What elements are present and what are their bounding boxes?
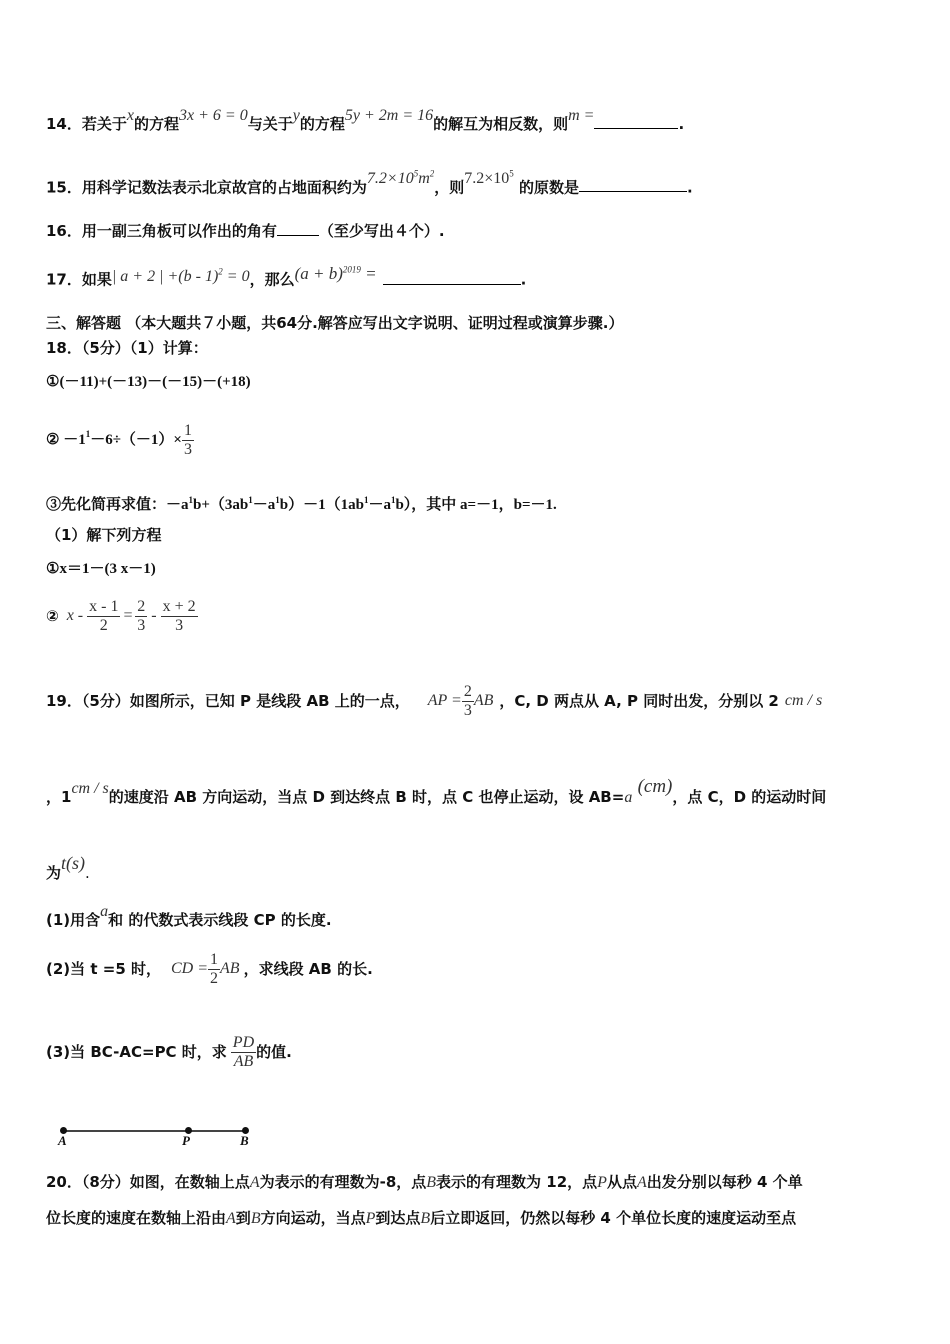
q18-item3-part: －a xyxy=(368,497,391,513)
frac-den: AB xyxy=(233,1052,254,1070)
frac-num: 1 xyxy=(183,421,192,439)
q18-eq2-fraction-3 xyxy=(161,598,198,635)
q15-unit-exp: 2 xyxy=(429,169,435,179)
q15-exp1: 5 xyxy=(413,169,419,179)
q18-item3-exp: 1 xyxy=(363,495,369,505)
frac-den: 3 xyxy=(183,440,192,458)
q20-var: P xyxy=(365,1210,376,1227)
q15-value-2 xyxy=(464,170,514,187)
q18-item3-exp: 1 xyxy=(248,495,253,505)
label-a: A xyxy=(58,1133,67,1148)
q19-ap: AP = xyxy=(427,692,462,709)
q19-unit: cm / s xyxy=(71,780,109,797)
segment-ab xyxy=(64,1130,246,1132)
q18-eq2-fraction-1 xyxy=(87,598,120,635)
q19-var-a: a xyxy=(624,789,633,806)
frac-num: 1 xyxy=(210,950,219,968)
q16-number: 16． xyxy=(46,222,82,240)
q19-fraction-pd-ab xyxy=(231,1034,256,1071)
frac-num: x - 1 xyxy=(89,597,119,615)
question-15 xyxy=(46,169,693,198)
q18-header: 18．（5分）（1）计算： xyxy=(46,339,208,357)
q15-unit: m xyxy=(418,170,430,188)
q18-item2-post: －6÷（－1）× xyxy=(90,432,182,448)
q16-answer-blank xyxy=(277,221,319,236)
q20-var: B xyxy=(420,1210,431,1227)
label-p: P xyxy=(182,1133,190,1148)
q18-item3-exp: 1 xyxy=(390,495,396,505)
q19-fraction-2-3 xyxy=(462,683,474,720)
frac-num: x + 2 xyxy=(162,597,196,615)
q19-text: ，求线段 AB 的长. xyxy=(243,960,373,978)
frac-den: 2 xyxy=(99,616,108,634)
q17-expr-exp: 2019 xyxy=(342,264,361,274)
q19-period: . xyxy=(85,864,90,882)
q17-eq: = xyxy=(360,263,377,283)
section-3-title: 三、解答题 （本大题共７小题，共64分.解答应写出文字说明、证明过程或演算步骤.） xyxy=(46,314,624,332)
q19-text: (3)当 BC-AC=PC 时，求 xyxy=(46,1043,227,1061)
q19-line-3 xyxy=(46,853,90,883)
q15-val1: 7.2×10 xyxy=(366,170,414,188)
q19-ab: AB xyxy=(220,960,240,977)
q20-text: 表示的有理数为 12，点 xyxy=(436,1173,598,1191)
question-14 xyxy=(46,107,685,135)
q14-equation-1: 3x + 6 = 0 xyxy=(179,107,248,124)
q17-number: 17． xyxy=(46,270,82,289)
q14-var-y: y xyxy=(292,107,300,124)
q19-time: t(s) xyxy=(61,853,86,873)
q14-text: 与关于 xyxy=(247,115,293,133)
q18-item3-part: b）－1（1ab xyxy=(279,497,364,513)
question-17 xyxy=(46,265,526,291)
q18-item-3 xyxy=(46,490,557,515)
q18-item-1: ①(－11)+(－13)－(－15)－(+18) xyxy=(46,374,251,390)
q14-period: . xyxy=(678,115,685,133)
q18-equation-2 xyxy=(46,592,198,640)
q15-number: 15． xyxy=(46,178,82,197)
q17-period: . xyxy=(520,270,527,289)
frac-den: 3 xyxy=(463,701,472,719)
q14-equation-2: 5y + 2m = 16 xyxy=(344,107,434,124)
q18-eq2-minus: - xyxy=(151,607,157,624)
q19-text: 和 的代数式表示线段 CP 的长度. xyxy=(108,911,332,929)
q18-eq2-fraction-2 xyxy=(135,598,147,635)
q17-expr: (a + b) xyxy=(294,263,343,283)
q17-answer-blank xyxy=(383,270,521,285)
q20-text: 出发分别以每秒 4 个单 xyxy=(646,1173,803,1191)
q15-text: ，则 xyxy=(434,178,465,197)
q19-part-3 xyxy=(46,1028,292,1076)
q18-item2-pre: ② －1 xyxy=(46,432,86,448)
q20-text: 20．（8分）如图，在数轴上点 xyxy=(46,1173,250,1191)
q17-cond: | a + 2 | +(b - 1) xyxy=(111,267,219,285)
q18-item3-part: －a xyxy=(252,497,276,513)
q18-sub-header: （1）解下列方程 xyxy=(46,526,162,544)
q18-item-2 xyxy=(46,414,194,466)
q17-text: ，那么 xyxy=(249,270,295,289)
question-16 xyxy=(46,221,445,241)
q20-var: B xyxy=(426,1174,437,1191)
q20-var: A xyxy=(249,1174,260,1191)
q20-text: 位长度的速度在数轴上沿由 xyxy=(46,1209,227,1227)
q14-text: 的方程 xyxy=(299,115,345,133)
q18-eq2-x: x - xyxy=(66,607,84,624)
q20-text: 后立即返回，仍然以每秒 4 个单位长度的速度运动至点 xyxy=(430,1209,797,1227)
q16-text: （至少写出４个）. xyxy=(318,222,445,240)
q18-item3-part: ③先化简再求值：－a xyxy=(46,497,189,513)
q19-cd: CD = xyxy=(171,960,209,977)
frac-num: 2 xyxy=(463,682,472,700)
frac-den: 2 xyxy=(210,969,219,987)
label-b: B xyxy=(240,1133,249,1148)
frac-den: 3 xyxy=(137,616,146,634)
q18-item2-exp: 1 xyxy=(85,429,91,439)
q17-condition xyxy=(112,268,250,285)
q19-text: 的值. xyxy=(256,1043,292,1061)
q19-part-1 xyxy=(46,903,332,931)
q17-text: 如果 xyxy=(81,270,112,289)
q19-text: 为 xyxy=(46,864,62,882)
q19-line-1 xyxy=(46,677,822,725)
q19-cm: (cm) xyxy=(637,776,673,797)
q14-ask: m = xyxy=(568,107,595,124)
q19-text: 的速度沿 AB 方向运动，当点 D 到达终点 B 时，点 C 也停止运动，设 AB= xyxy=(108,788,625,806)
q18-item3-exp: 1 xyxy=(275,495,280,505)
q19-part-2 xyxy=(46,945,373,993)
q15-text: 的原数是 xyxy=(519,178,580,197)
q18-item2-fraction xyxy=(182,422,194,459)
q19-text: ，1 xyxy=(46,788,72,806)
q17-expression xyxy=(295,264,377,283)
q16-text: 用一副三角板可以作出的角有 xyxy=(81,222,277,240)
q18-item3-part: b），其中 a=－1，b=－1. xyxy=(395,497,557,513)
q20-text: 方向运动，当点 xyxy=(260,1209,366,1227)
q18-eq2-mark: ② xyxy=(46,607,59,625)
frac-num: 2 xyxy=(137,597,146,615)
q19-line-2 xyxy=(46,776,827,808)
q14-var-x: x xyxy=(126,107,134,124)
q20-text: 为表示的有理数为-8，点 xyxy=(259,1173,427,1191)
q19-text: (2)当 t =5 时， xyxy=(46,960,161,978)
q14-answer-blank xyxy=(594,114,678,129)
q15-value-1 xyxy=(367,170,434,187)
q18-item3-exp: 1 xyxy=(188,495,194,505)
q18-eq2-equals: = xyxy=(122,607,134,624)
q15-answer-blank xyxy=(579,177,687,192)
q15-exp2: 5 xyxy=(509,169,514,179)
q20-line-1 xyxy=(46,1172,803,1193)
q17-cond-exp: 2 xyxy=(218,266,223,277)
q17-cond-rhs: = 0 xyxy=(222,267,250,285)
q14-text: 的解互为相反数，则 xyxy=(433,115,569,133)
q18-item3-part: b+（3ab xyxy=(193,497,249,513)
q20-text: 到 xyxy=(235,1209,251,1227)
q19-var-a: a xyxy=(100,903,109,920)
q19-text: 19．（5分）如图所示，已知 P 是线段 AB 上的一点， xyxy=(46,692,410,710)
q20-text: 从点 xyxy=(606,1173,637,1191)
q19-unit: cm / s xyxy=(784,692,823,709)
q20-text: 到达点 xyxy=(375,1209,421,1227)
q14-text: 若关于 xyxy=(81,115,127,133)
q15-period: . xyxy=(687,178,693,197)
q20-var: A xyxy=(636,1174,647,1191)
q20-var: B xyxy=(250,1210,261,1227)
q14-text: 的方程 xyxy=(134,115,180,133)
q15-val2: 7.2×10 xyxy=(464,170,510,188)
q19-text: ，点 C，D 的运动时间 xyxy=(672,788,827,806)
q20-var: A xyxy=(226,1210,236,1227)
q19-text: (1)用含 xyxy=(46,911,101,929)
q14-number: 14． xyxy=(46,115,82,133)
q18-equation-1: ①x＝1－(3 x－1) xyxy=(46,561,156,577)
q20-var: P xyxy=(597,1174,607,1191)
q20-line-2 xyxy=(46,1208,796,1229)
q15-text: 用科学记数法表示北京故宫的占地面积约为 xyxy=(81,178,367,197)
frac-den: 3 xyxy=(175,616,184,634)
q19-ab: AB xyxy=(473,692,494,709)
q19-fraction-1-2 xyxy=(208,951,220,988)
frac-num: PD xyxy=(232,1033,255,1051)
q19-text: ，C, D 两点从 A, P 同时出发，分别以 2 xyxy=(499,692,779,710)
